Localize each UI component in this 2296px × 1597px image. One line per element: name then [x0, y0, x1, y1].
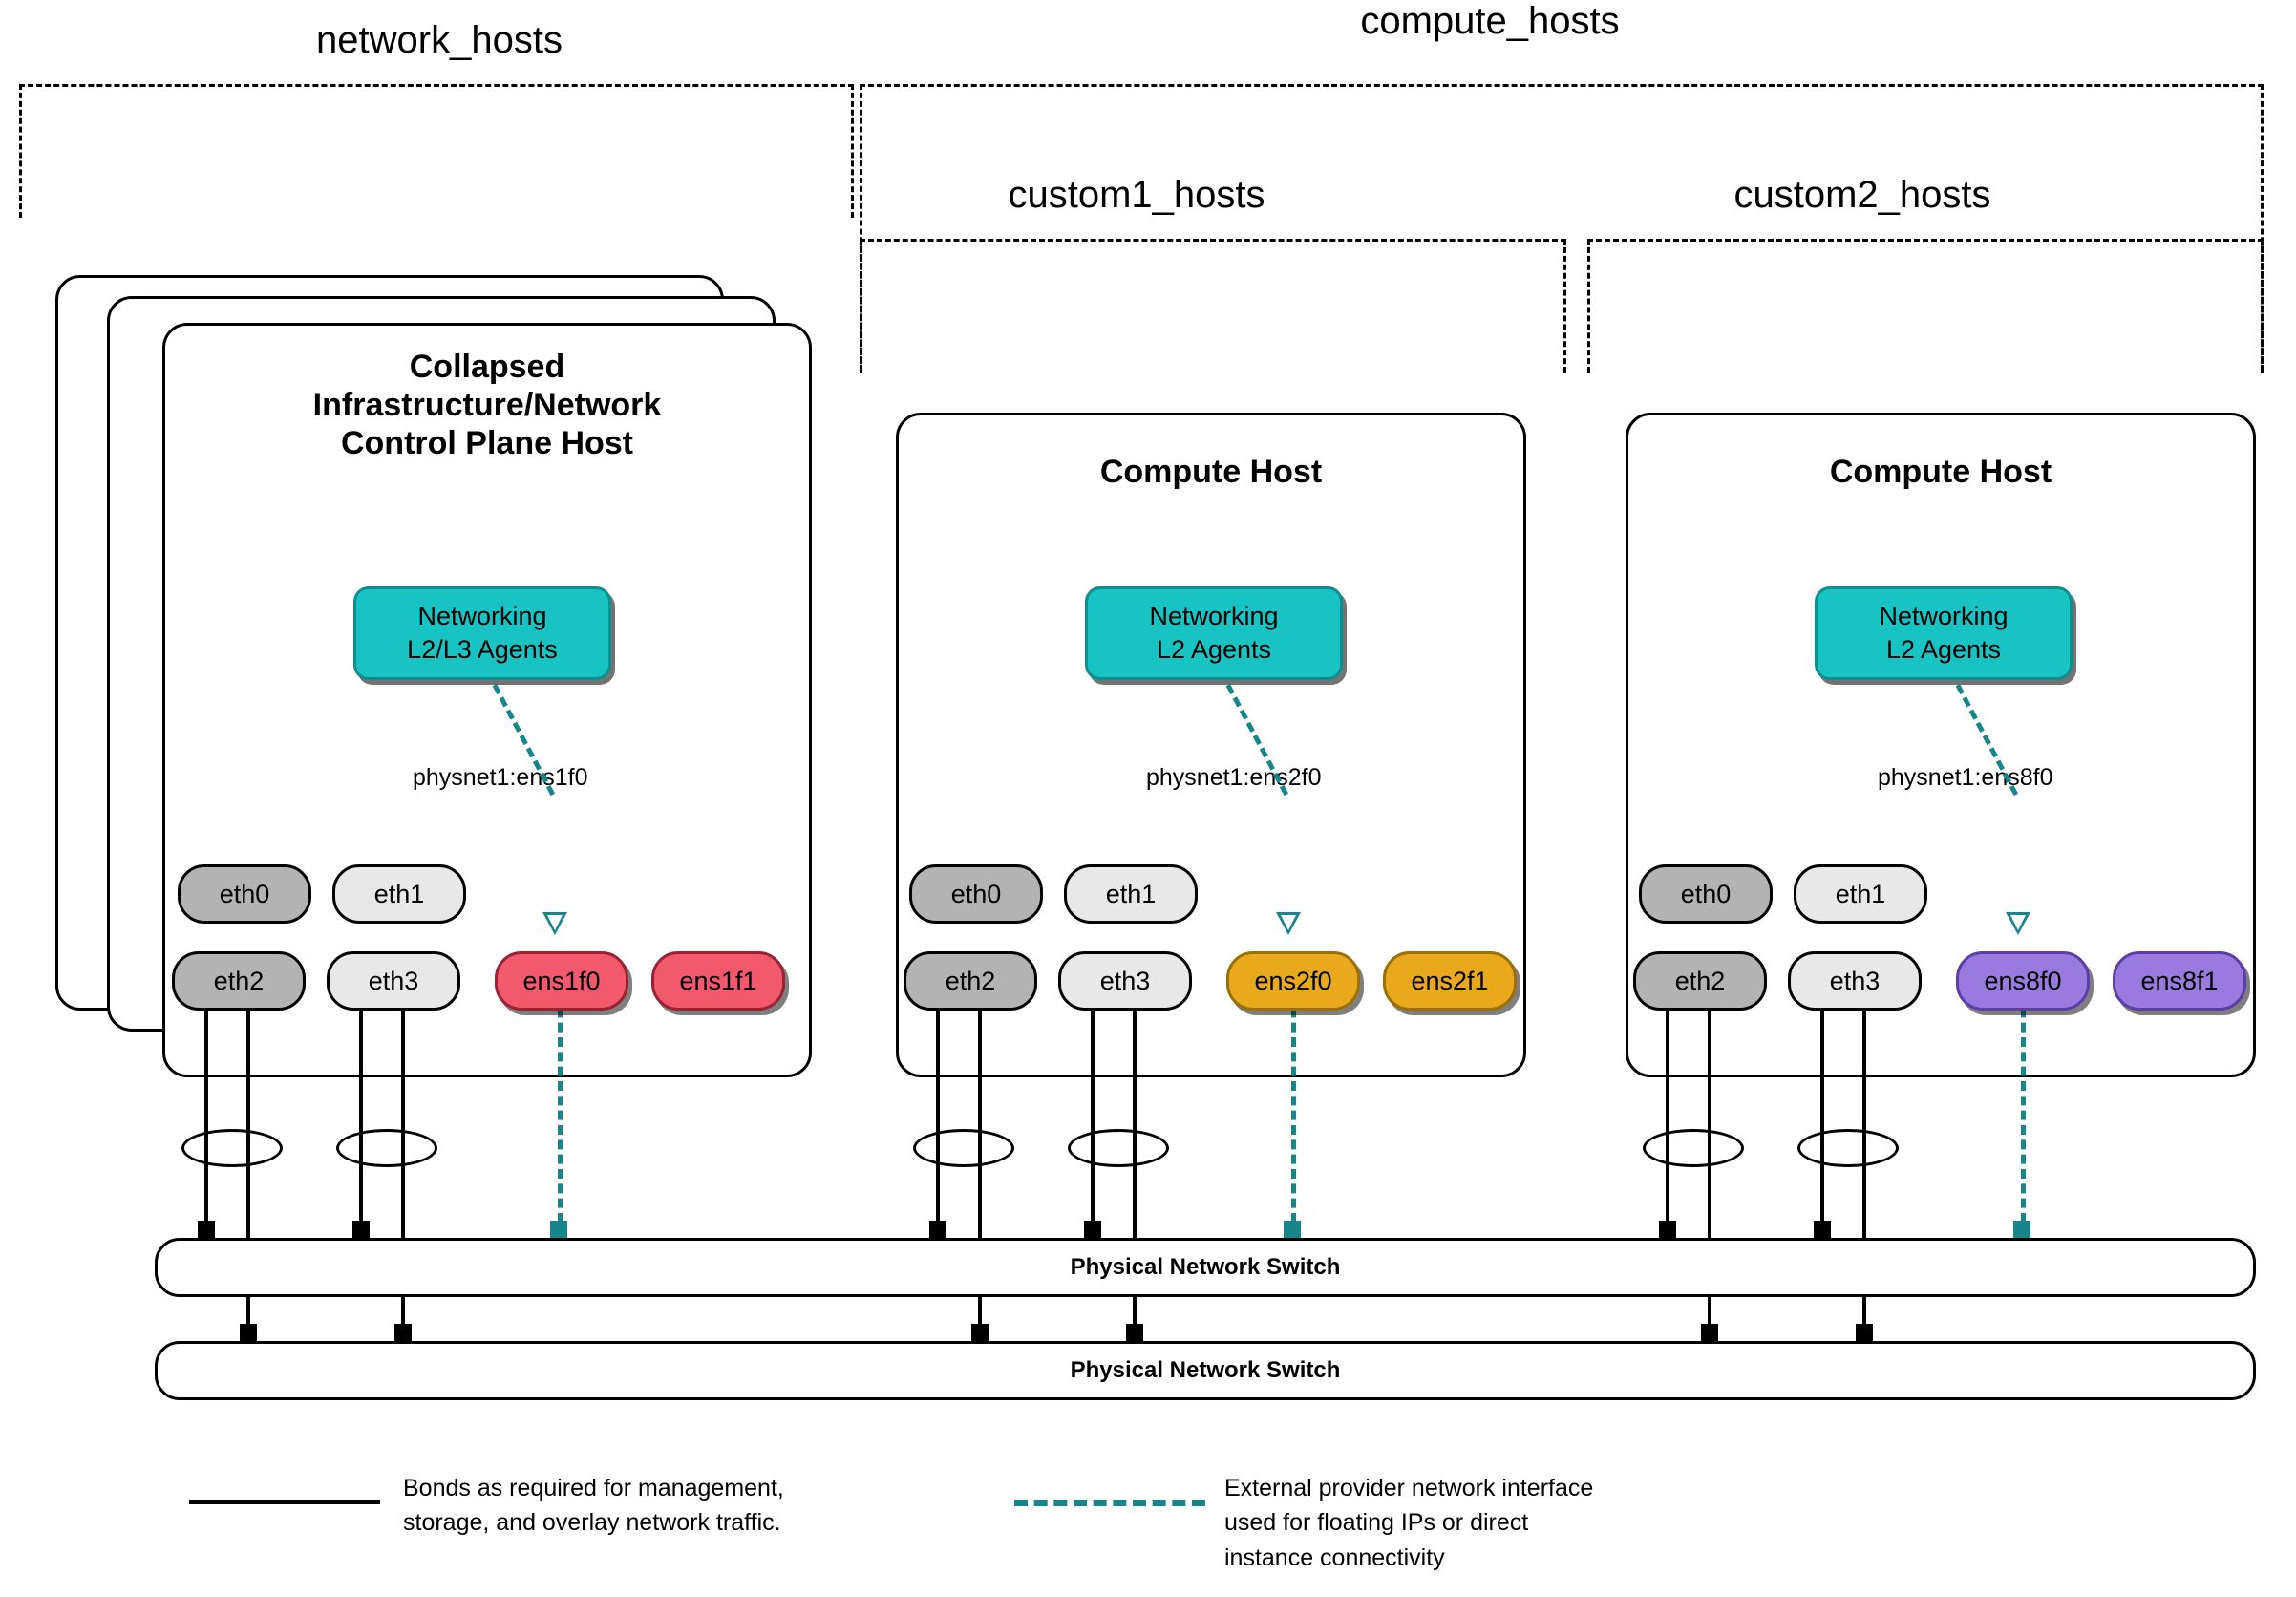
nic-eth2-compute-2[interactable]: eth2: [1633, 951, 1767, 1011]
group-label-custom1-hosts: custom1_hosts: [1008, 174, 1265, 216]
group-box-network-hosts: [19, 84, 854, 218]
physnet-label-network: physnet1:ens1f0: [413, 764, 588, 791]
host-title-compute-2: Compute Host: [1829, 454, 2052, 490]
provider-link-arrow-inner-network: [547, 915, 563, 930]
physnet-label-compute-2: physnet1:ens8f0: [1878, 764, 2053, 791]
bond-ellipse-network-1: [181, 1129, 283, 1167]
nic-eth2-compute-1[interactable]: eth2: [904, 951, 1037, 1011]
nic-ens8f1-compute-2[interactable]: ens8f1: [2113, 951, 2246, 1011]
nic-ens2f1-compute-1[interactable]: ens2f1: [1383, 951, 1517, 1011]
bond-line-c1a: [936, 1011, 940, 1223]
bond-ellipse-compute-1-1: [913, 1129, 1014, 1167]
legend-dashed-line3: instance connectivity: [1224, 1544, 1445, 1571]
agent-label-line2: L2/L3 Agents: [407, 635, 558, 664]
bond-line-d1a: [1666, 1011, 1669, 1223]
bond-ellipse-network-2: [336, 1129, 437, 1167]
provider-link-vertical-compute-1: [1291, 993, 1296, 1223]
bond-line-n2a: [359, 1011, 363, 1223]
nic-eth1-compute-2[interactable]: eth1: [1794, 864, 1927, 924]
nic-eth2-network[interactable]: eth2: [172, 951, 306, 1011]
legend-solid-line2: storage, and overlay network traffic.: [403, 1509, 781, 1537]
nic-eth0-compute-1[interactable]: eth0: [909, 864, 1043, 924]
nic-ens1f0-network[interactable]: ens1f0: [495, 951, 628, 1011]
physical-network-switch-1[interactable]: Physical Network Switch: [155, 1238, 2256, 1297]
bond-line-c2a: [1091, 1011, 1095, 1223]
nic-eth3-compute-2[interactable]: eth3: [1788, 951, 1922, 1011]
bond-ellipse-compute-2-1: [1643, 1129, 1744, 1167]
legend-dashed-line2: used for floating IPs or direct: [1224, 1509, 1529, 1537]
agent-box-compute-2[interactable]: [1815, 586, 2073, 680]
legend-solid-text: [403, 1471, 900, 1541]
group-label-custom2-hosts: custom2_hosts: [1733, 174, 1991, 216]
nic-ens1f1-network[interactable]: ens1f1: [651, 951, 785, 1011]
nic-eth0-compute-2[interactable]: eth0: [1639, 864, 1773, 924]
legend-dashed-line1: External provider network interface: [1224, 1475, 1594, 1501]
group-label-network-hosts: network_hosts: [316, 19, 563, 61]
host-title-line2: Infrastructure/Network: [312, 387, 662, 423]
nic-ens2f0-compute-1[interactable]: ens2f0: [1226, 951, 1360, 1011]
legend-solid-sample: [189, 1500, 380, 1504]
physical-network-switch-2[interactable]: Physical Network Switch: [155, 1341, 2256, 1400]
provider-link-arrow-inner-compute-1: [1281, 915, 1296, 930]
physnet-label-compute-1: physnet1:ens2f0: [1146, 764, 1322, 791]
host-title-compute-1: Compute Host: [1099, 454, 1323, 490]
group-box-custom2-hosts: [1587, 239, 2264, 373]
nic-eth0-network[interactable]: eth0: [178, 864, 311, 924]
nic-eth3-compute-1[interactable]: eth3: [1058, 951, 1192, 1011]
group-box-custom1-hosts: [860, 239, 1566, 373]
agent-box-compute-1[interactable]: [1085, 586, 1343, 680]
bond-line-n1a: [204, 1011, 208, 1223]
agent-label-compute-1-line1: Networking: [1149, 602, 1279, 631]
legend-solid-line1: Bonds as required for management,: [403, 1475, 784, 1501]
provider-link-vertical-network: [558, 993, 563, 1223]
provider-link-arrow-inner-compute-2: [2010, 915, 2026, 930]
agent-label-compute-1-line2: L2 Agents: [1156, 635, 1272, 664]
nic-eth3-network[interactable]: eth3: [327, 951, 460, 1011]
agent-box-network[interactable]: [353, 586, 611, 680]
nic-eth1-network[interactable]: eth1: [332, 864, 466, 924]
legend-dashed-sample: [1014, 1500, 1205, 1506]
provider-link-vertical-compute-2: [2021, 993, 2026, 1223]
bond-ellipse-compute-2-2: [1797, 1129, 1899, 1167]
legend-dashed-text: [1224, 1471, 1759, 1575]
group-label-compute-hosts: compute_hosts: [1360, 0, 1620, 42]
agent-label-line1: Networking: [417, 602, 547, 631]
bond-line-d2a: [1820, 1011, 1824, 1223]
host-title-line1: Collapsed: [409, 349, 565, 385]
agent-label-compute-2-line1: Networking: [1879, 602, 2009, 631]
bond-ellipse-compute-1-2: [1068, 1129, 1169, 1167]
nic-eth1-compute-1[interactable]: eth1: [1064, 864, 1198, 924]
host-title-line3: Control Plane Host: [340, 425, 634, 461]
agent-label-compute-2-line2: L2 Agents: [1885, 635, 2002, 664]
nic-ens8f0-compute-2[interactable]: ens8f0: [1956, 951, 2090, 1011]
